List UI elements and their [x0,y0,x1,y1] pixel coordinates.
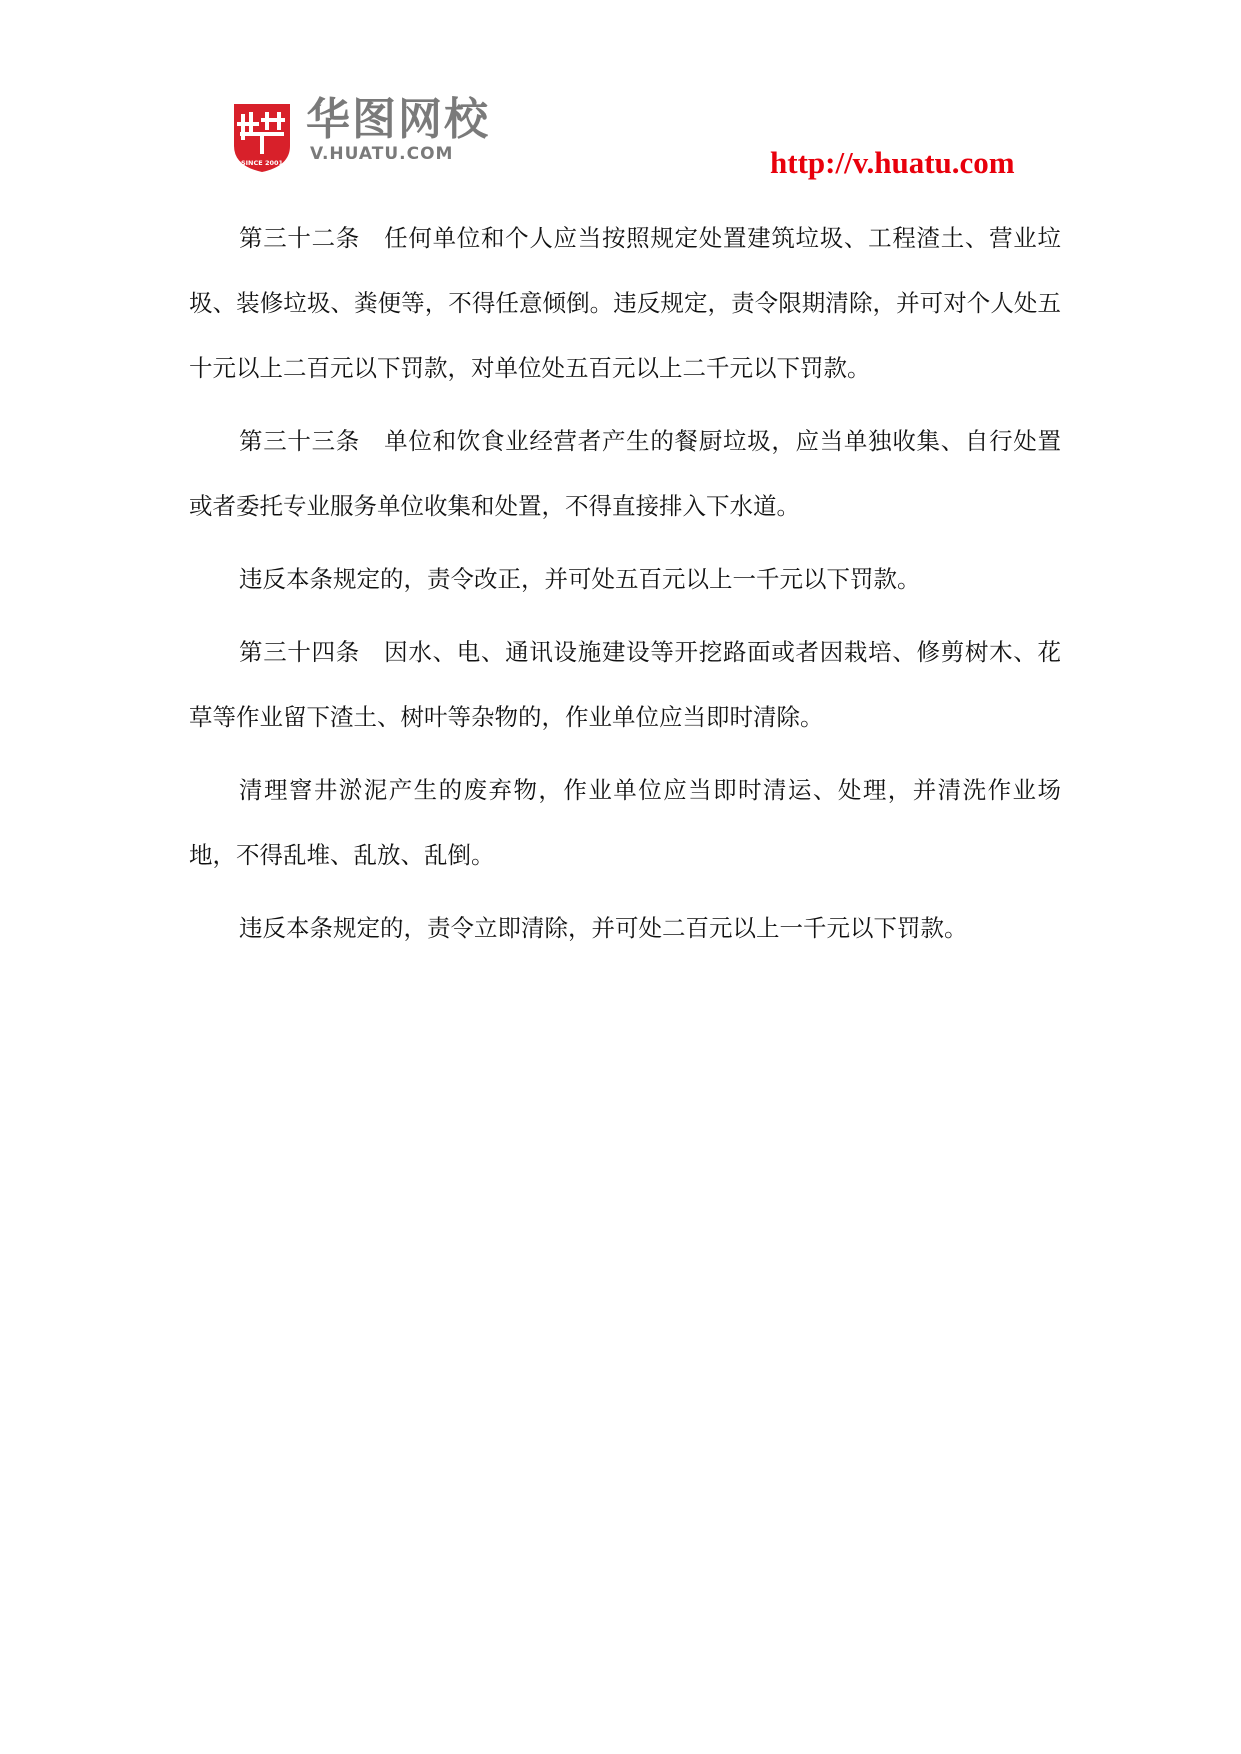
huatu-logo [232,94,532,174]
header-url-link[interactable]: http://v.huatu.com [770,145,1015,180]
logo-name: 华图网校 [306,94,490,145]
paragraph-article-33: 第三十三条 单位和饮食业经营者产生的餐厨垃圾，应当单独收集、自行处置或者委托专业服务单位收集和处置，不得直接排入下水道。 [189,427,1061,520]
logo-domain: V.HUATU.COM [310,144,454,164]
article-body [189,206,1061,969]
page-header [0,0,1241,180]
logo-since-text: SINCE 2001 [240,159,284,167]
paragraph-article-34-cleanup: 清理窨井淤泥产生的废弃物，作业单位应当即时清运、处理，并清洗作业场地，不得乱堆、乱放、乱倒。 [189,776,1061,869]
paragraph-article-34-penalty: 违反本条规定的，责令立即清除，并可处二百元以上一千元以下罚款。 [239,914,968,942]
paragraph-article-32: 第三十二条 任何单位和个人应当按照规定处置建筑垃圾、工程渣土、营业垃圾、装修垃圾、粪便等，不得任意倾倒。违反规定，责令限期清除，并可对个人处五十元以上二百元以下罚款，对单位处五百元以上二千元以下罚款。 [189,224,1061,382]
paragraph-article-34: 第三十四条 因水、电、通讯设施建设等开挖路面或者因栽培、修剪树木、花草等作业留下渣土、树叶等杂物的，作业单位应当即时清除。 [189,638,1061,731]
paragraph-article-33-penalty: 违反本条规定的，责令改正，并可处五百元以上一千元以下罚款。 [239,565,921,593]
huatu-badge-icon [232,102,292,174]
